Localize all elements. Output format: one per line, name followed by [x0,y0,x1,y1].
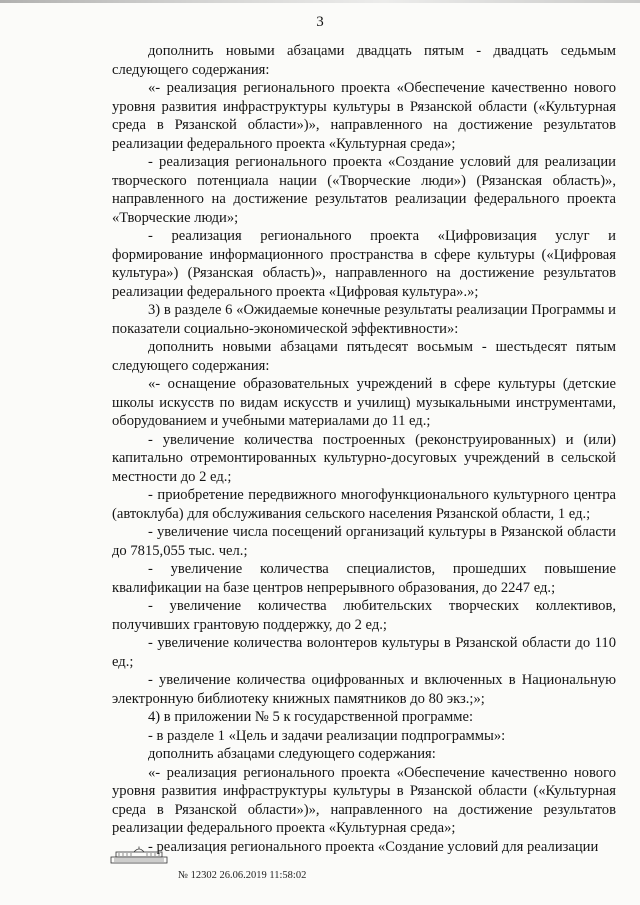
document-stamp: № 12302 26.06.2019 11:58:02 [178,870,307,881]
paragraph: - увеличение количества специалистов, прошедших повышение квалификации на базе центров непрерывного образования, до 2247 ед.; [112,561,616,596]
paragraph: - увеличение числа посещений организаций культуры в Рязанской области до 7815,055 тыс. чел.; [112,524,616,559]
paragraph: 4) в приложении № 5 к государственной программе: [148,709,474,725]
document-body [112,42,616,856]
paragraph: - увеличение количества построенных (реконструированных) и (или) капитально отремонтированных культурно-досуговых учреждений в сельской местности до 2 ед.; [112,431,616,485]
paragraph: «- реализация регионального проекта «Обеспечение качественно нового уровня развития инфраструктуры культуры в Рязанской области («Культурная среда в Рязанской области»)», направленного на достижение результатов реализации федерального проекта «Культурная среда»; [112,764,616,836]
paragraph: дополнить новыми абзацами двадцать пятым - двадцать седьмым следующего содержания: [112,43,616,78]
page-number: 3 [316,14,324,30]
paragraph: - реализация регионального проекта «Цифровизация услуг и формирование информационного пространства в сфере культуры («Цифровая культура») (Рязанская область)», направленного на достижение результатов реализации федерального проекта «Цифровая культура».»; [112,228,616,300]
paragraph: - в разделе 1 «Цель и задачи реализации подпрограммы»: [148,727,506,744]
paragraph: 3) в разделе 6 «Ожидаемые конечные результаты реализации Программы и показатели социально-экономической эффективности»: [112,302,616,337]
scan-edge [0,0,640,3]
paragraph: дополнить новыми абзацами пятьдесят восьмым - шестьдесят пятым следующего содержания: [112,339,616,374]
paragraph: - увеличение количества оцифрованных и включенных в Национальную электронную библиотеку книжных памятников до 80 экз.;»; [112,672,616,707]
paragraph: «- реализация регионального проекта «Обеспечение качественно нового уровня развития инфраструктуры культуры в Рязанской области («Культурная среда в Рязанской области»)», направленного на достижение результатов реализации федерального проекта «Культурная среда»; [112,80,616,152]
paragraph: - реализация регионального проекта «Создание условий для реализации [148,838,599,855]
paragraph: - увеличение количества любительских творческих коллективов, получивших грантовую поддержку, до 2 ед.; [112,598,616,633]
paragraph: «- оснащение образовательных учреждений в сфере культуры (детские школы искусств по видам искусств и училищ) музыкальными инструментами, оборудованием и учебными материалами до 11 ед.; [112,376,616,429]
paragraph: - реализация регионального проекта «Создание условий для реализации творческого потенциала нации («Творческие люди») (Рязанская область)», направленного на достижение результатов реализации федерального проекта «Творческие люди»; [112,154,616,226]
emblem-icon [110,846,168,864]
paragraph: - увеличение количества волонтеров культуры в Рязанской области до 110 ед.; [112,635,616,670]
paragraph: дополнить абзацами следующего содержания: [148,746,436,762]
paragraph: - приобретение передвижного многофункционального культурного центра (автоклуба) для обслуживания сельского населения Рязанской области, 1 ед.; [112,487,616,522]
